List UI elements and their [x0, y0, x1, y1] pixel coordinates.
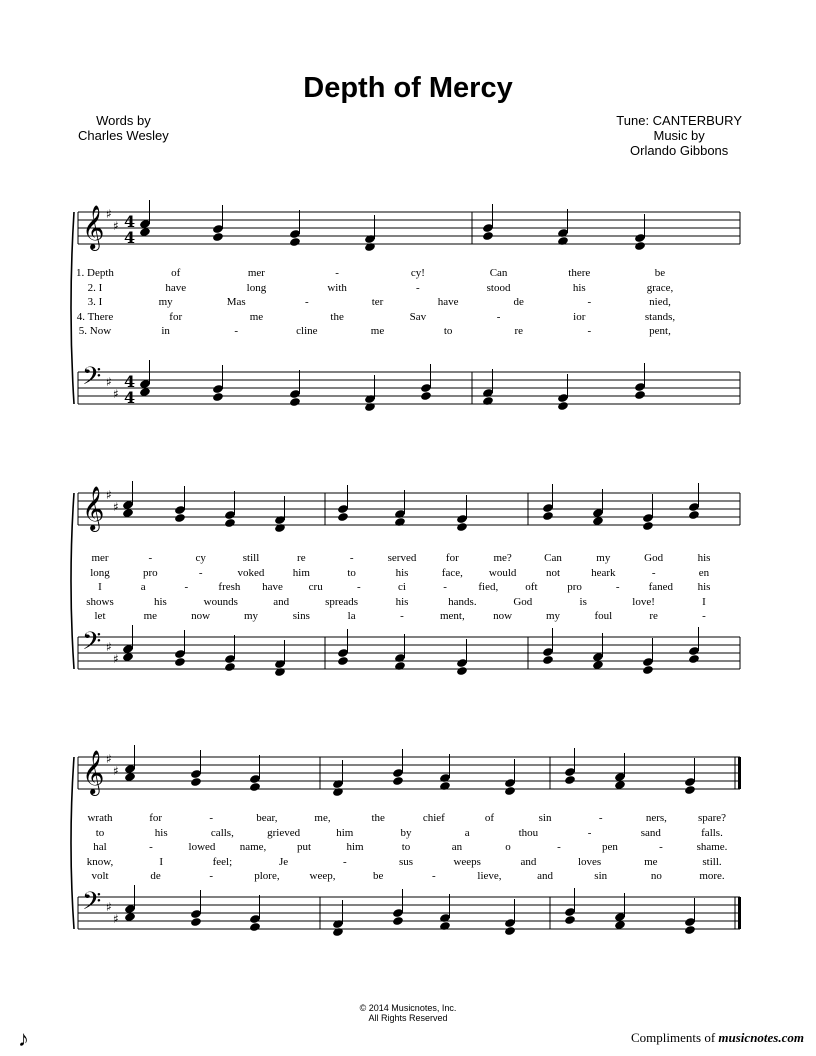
note-head [392, 916, 404, 926]
lyric-syllable: now [191, 610, 211, 623]
note-head [212, 392, 224, 402]
lyric-syllable: ter [371, 296, 384, 309]
lyric-syllable: his [395, 566, 409, 579]
lyric-syllable: feel; [212, 855, 233, 868]
lyric-syllable: an [451, 841, 463, 854]
lyric-syllable: would [488, 566, 517, 579]
lyric-syllable: - [149, 841, 153, 854]
lyric-syllable: pro [142, 566, 158, 579]
lyric-syllable: have [165, 281, 187, 294]
note-head [332, 787, 344, 797]
lyric-syllable: wrath [87, 812, 113, 824]
lyric-syllable: and [520, 855, 537, 868]
time-signature-bottom: 4 [124, 388, 136, 407]
note-head [456, 522, 468, 532]
lyric-syllable: - [357, 581, 361, 594]
musicnotes-logo-icon: ♪ [18, 1026, 29, 1051]
lyric-syllable: have [262, 581, 283, 594]
note-head [482, 396, 494, 406]
system-bracket [71, 493, 74, 669]
lyric-syllable: cline [296, 325, 318, 338]
lyric-syllable: his [153, 595, 167, 608]
lyric-syllable: Sav [409, 310, 427, 323]
lyric-syllable: falls. [701, 826, 723, 839]
note-head [642, 521, 654, 531]
note-head [364, 402, 376, 412]
lyric-syllable: fresh [218, 581, 241, 594]
sharp-icon: ♯ [106, 488, 112, 502]
treble-clef-icon: 𝄞 [82, 205, 105, 249]
lyric-syllable: God [644, 552, 664, 564]
note-head [684, 925, 696, 935]
note-head [212, 232, 224, 242]
lyric-syllable: 4. There [76, 310, 114, 323]
sharp-icon: ♯ [113, 652, 119, 666]
lyric-syllable: shame. [696, 841, 728, 854]
lyric-syllable: him [292, 566, 310, 579]
note-head [557, 236, 569, 246]
lyric-syllable: mer [91, 552, 109, 564]
time-signature-bottom: 4 [124, 228, 136, 247]
note-head [190, 917, 202, 927]
lyric-syllable: still. [702, 855, 722, 868]
note-head [224, 662, 236, 672]
tune-label: Tune: CANTERBURY [616, 113, 742, 128]
lyric-syllable: for [149, 812, 163, 824]
lyric-syllable: to [347, 566, 356, 579]
lyric-syllable: know, [86, 855, 114, 868]
lyric-syllable: - [587, 325, 592, 338]
sharp-icon: ♯ [106, 375, 112, 389]
compliments-footer [631, 1030, 804, 1046]
lyric-syllable: me, [314, 812, 331, 824]
lyric-syllable: - [198, 566, 203, 579]
bass-clef-icon: 𝄢 [82, 362, 102, 397]
lyric-syllable: mer [247, 267, 265, 279]
lyric-syllable: de [513, 296, 524, 309]
note-head [557, 401, 569, 411]
lyric-syllable: I [702, 595, 706, 608]
lyric-syllable: grieved [267, 826, 301, 839]
words-by-author: Charles Wesley [78, 128, 169, 143]
lyric-syllable: re [297, 552, 306, 564]
lyric-syllable: - [557, 841, 561, 854]
lyric-syllable: Can [544, 552, 562, 564]
note-head [289, 237, 301, 247]
lyric-syllable: my [158, 296, 173, 309]
lyric-syllable: long [246, 281, 267, 294]
lyric-syllable: be [654, 267, 666, 279]
lyric-syllable: weeps [453, 855, 481, 868]
lyric-syllable: loves [577, 855, 602, 868]
treble-clef-icon: 𝄞 [82, 486, 105, 530]
note-head [332, 927, 344, 937]
bass-clef-icon: 𝄢 [82, 627, 102, 662]
lyric-syllable: stands, [644, 310, 676, 323]
lyric-syllable: Can [489, 267, 508, 279]
lyric-syllable: voked [237, 566, 265, 579]
compliments-prefix: Compliments of [631, 1030, 716, 1045]
lyric-syllable: de [150, 870, 161, 883]
lyric-syllable: me [644, 855, 658, 868]
lyric-syllable: the [371, 812, 385, 824]
sharp-icon: ♯ [113, 500, 119, 514]
lyric-syllable: let [94, 610, 106, 623]
lyric-syllable: ci [398, 581, 406, 594]
note-head [392, 776, 404, 786]
note-head [289, 397, 301, 407]
lyric-syllable: cy! [410, 267, 425, 279]
note-head [190, 777, 202, 787]
lyric-syllable: sand [640, 826, 661, 839]
lyric-syllable: me [370, 325, 385, 338]
note-head [364, 242, 376, 252]
lyric-syllable: heark [591, 566, 616, 579]
sharp-icon: ♯ [106, 900, 112, 914]
note-head [542, 511, 554, 521]
lyric-syllable: sin [594, 870, 608, 883]
lyric-syllable: fied, [478, 581, 499, 594]
note-head [684, 785, 696, 795]
sharp-icon: ♯ [113, 219, 119, 233]
note-head [394, 661, 406, 671]
lyric-syllable: pen [602, 841, 618, 854]
note-head [504, 926, 516, 936]
note-head [564, 775, 576, 785]
note-head [274, 523, 286, 533]
lyric-syllable: ners, [645, 812, 667, 824]
lyric-syllable: thou [518, 826, 539, 839]
time-signature-top: 4 [124, 372, 136, 391]
lyric-syllable: calls, [210, 826, 234, 839]
note-head [456, 666, 468, 676]
lyric-syllable: Mas [226, 296, 246, 309]
lyric-syllable: my [545, 610, 561, 623]
lyric-syllable: - [702, 610, 706, 623]
lyric-syllable: sins [292, 610, 310, 623]
lyric-syllable: pro [567, 581, 582, 594]
lyric-syllable: oft [525, 581, 538, 594]
lyric-syllable: spare? [697, 812, 727, 824]
music-by-composer: Orlando Gibbons [630, 143, 729, 158]
lyric-syllable: - [349, 552, 354, 564]
lyric-syllable: - [651, 566, 656, 579]
note-head [337, 656, 349, 666]
lyric-syllable: a [140, 581, 146, 594]
bass-clef-icon: 𝄢 [82, 887, 102, 922]
lyric-syllable: put [296, 841, 312, 854]
system-bracket [71, 212, 74, 404]
system-bracket [71, 757, 74, 929]
lyric-syllable: sin [538, 812, 552, 824]
note-head [688, 654, 700, 664]
lyric-syllable: I [159, 855, 164, 868]
lyric-syllable: 1. Depth [76, 267, 114, 279]
note-head [249, 782, 261, 792]
lyric-syllable: now [493, 610, 513, 623]
lyric-syllable: - [209, 812, 214, 824]
compliments-site[interactable]: musicnotes.com [718, 1030, 804, 1045]
lyric-syllable: a [464, 826, 470, 839]
lyric-syllable: chief [422, 812, 445, 824]
lyric-syllable: him [336, 826, 354, 839]
lyric-syllable: - [335, 267, 339, 279]
final-barline-thick [738, 757, 741, 789]
lyric-syllable: lieve, [477, 870, 502, 883]
lyric-syllable: his [154, 826, 168, 839]
words-by-label: Words by [96, 113, 151, 128]
lyric-syllable: and [537, 870, 554, 883]
note-head [420, 391, 432, 401]
lyric-syllable: still [242, 552, 260, 564]
lyric-syllable: - [342, 855, 347, 868]
lyric-syllable: - [234, 325, 239, 338]
lyric-syllable: - [416, 281, 420, 294]
lyric-syllable: cru [308, 581, 323, 594]
lyric-syllable: and [273, 595, 290, 608]
treble-clef-icon: 𝄞 [82, 750, 105, 794]
sharp-icon: ♯ [106, 640, 112, 654]
lyric-syllable: is [579, 595, 587, 608]
lyric-syllable: be [372, 870, 384, 883]
lyric-syllable: ment, [439, 610, 465, 623]
lyric-syllable: re [514, 325, 524, 338]
lyric-syllable: hands. [448, 595, 477, 608]
note-head [224, 518, 236, 528]
copyright-text: © 2014 Musicnotes, Inc. [359, 1003, 457, 1013]
lyric-syllable: love! [632, 595, 655, 608]
lyric-syllable: me [249, 310, 264, 323]
lyric-syllable: re [649, 610, 658, 623]
note-head [634, 241, 646, 251]
lyric-syllable: with [327, 281, 347, 294]
rights-text: All Rights Reserved [368, 1013, 448, 1023]
lyric-syllable: of [484, 812, 495, 824]
sharp-icon: ♯ [106, 752, 112, 766]
lyric-syllable: ior [573, 310, 586, 323]
note-head [274, 667, 286, 677]
note-head [482, 231, 494, 241]
lyric-syllable: 5. Now [78, 325, 112, 338]
lyric-syllable: - [587, 826, 592, 839]
lyric-syllable: pent, [649, 325, 671, 338]
note-head [542, 655, 554, 665]
lyric-syllable: la [347, 610, 356, 623]
lyric-syllable: his [697, 581, 711, 594]
lyric-syllable: lowed [188, 841, 216, 854]
lyric-syllable: for [445, 552, 459, 564]
lyric-syllable: cy [195, 552, 206, 564]
lyric-syllable: of [171, 267, 181, 279]
sharp-icon: ♯ [113, 912, 119, 926]
lyric-syllable: Je [279, 855, 289, 868]
copyright-footer [0, 1003, 816, 1023]
lyric-syllable: grace, [646, 281, 674, 294]
lyric-syllable: name, [239, 841, 267, 854]
lyric-syllable: en [698, 566, 710, 579]
lyric-syllable: have [437, 296, 459, 309]
lyric-syllable: my [596, 552, 611, 564]
lyric-syllable: - [431, 870, 436, 883]
music-by-label: Music by [653, 128, 705, 143]
lyric-syllable: foul [594, 610, 613, 623]
lyric-syllable: not [545, 566, 561, 579]
lyric-syllable: 3. I [87, 296, 103, 309]
lyric-syllable: - [400, 610, 404, 623]
lyric-syllable: my [243, 610, 259, 623]
lyric-syllable: - [598, 812, 603, 824]
lyric-syllable: to [401, 841, 411, 854]
note-head [174, 657, 186, 667]
lyric-syllable: in [161, 325, 170, 338]
lyric-syllable: no [650, 870, 662, 883]
lyric-syllable: o [505, 841, 511, 854]
lyric-syllable: faned [648, 581, 674, 594]
lyric-syllable: - [659, 841, 663, 854]
lyric-syllable: me [143, 610, 158, 623]
lyric-syllable: - [615, 581, 620, 594]
note-head [439, 921, 451, 931]
lyric-syllable: long [90, 566, 110, 579]
lyric-syllable: - [305, 296, 309, 309]
lyric-syllable: for [169, 310, 183, 323]
lyric-syllable: his [697, 552, 711, 564]
lyric-syllable: bear, [256, 812, 278, 824]
lyric-syllable: nied, [649, 296, 671, 309]
lyric-syllable: weep, [309, 870, 336, 883]
lyric-syllable: his [395, 595, 409, 608]
note-head [249, 922, 261, 932]
sharp-icon: ♯ [113, 387, 119, 401]
lyric-syllable: sus [398, 855, 414, 868]
lyric-syllable: there [568, 267, 591, 279]
lyric-syllable: by [400, 826, 412, 839]
lyric-syllable: - [443, 581, 447, 594]
lyric-syllable: God [513, 595, 533, 608]
note-head [564, 915, 576, 925]
lyric-syllable: me? [493, 552, 512, 564]
lyric-syllable: more. [699, 870, 725, 883]
lyric-syllable: - [184, 581, 189, 594]
lyric-syllable: to [443, 325, 453, 338]
lyric-syllable: his [572, 281, 586, 294]
note-head [394, 517, 406, 527]
lyric-syllable: the [330, 310, 344, 323]
lyric-syllable: shows [86, 595, 114, 608]
lyric-syllable: - [148, 552, 153, 564]
lyric-syllable: him [346, 841, 364, 854]
lyric-syllable: - [496, 310, 501, 323]
lyric-syllable: wounds [203, 595, 238, 608]
lyric-syllable: plore, [254, 870, 280, 883]
lyric-syllable: hal [93, 841, 107, 854]
time-signature-top: 4 [124, 212, 136, 231]
lyric-syllable: - [209, 870, 214, 883]
sharp-icon: ♯ [106, 207, 112, 221]
lyric-syllable: face, [441, 566, 463, 579]
lyric-syllable: served [387, 552, 417, 564]
final-barline-thick [738, 897, 741, 929]
page-title: Depth of Mercy [303, 72, 513, 104]
lyric-syllable: stood [486, 281, 511, 294]
note-head [439, 781, 451, 791]
lyric-syllable: - [587, 296, 592, 309]
note-head [337, 512, 349, 522]
lyric-syllable: volt [91, 870, 109, 883]
lyric-syllable: to [95, 826, 105, 839]
note-head [642, 665, 654, 675]
sharp-icon: ♯ [113, 764, 119, 778]
lyric-syllable: spreads [325, 595, 359, 608]
note-head [688, 510, 700, 520]
note-head [634, 390, 646, 400]
lyric-syllable: I [98, 581, 102, 594]
note-head [174, 513, 186, 523]
note-head [504, 786, 516, 796]
lyric-syllable: 2. I [87, 281, 103, 294]
